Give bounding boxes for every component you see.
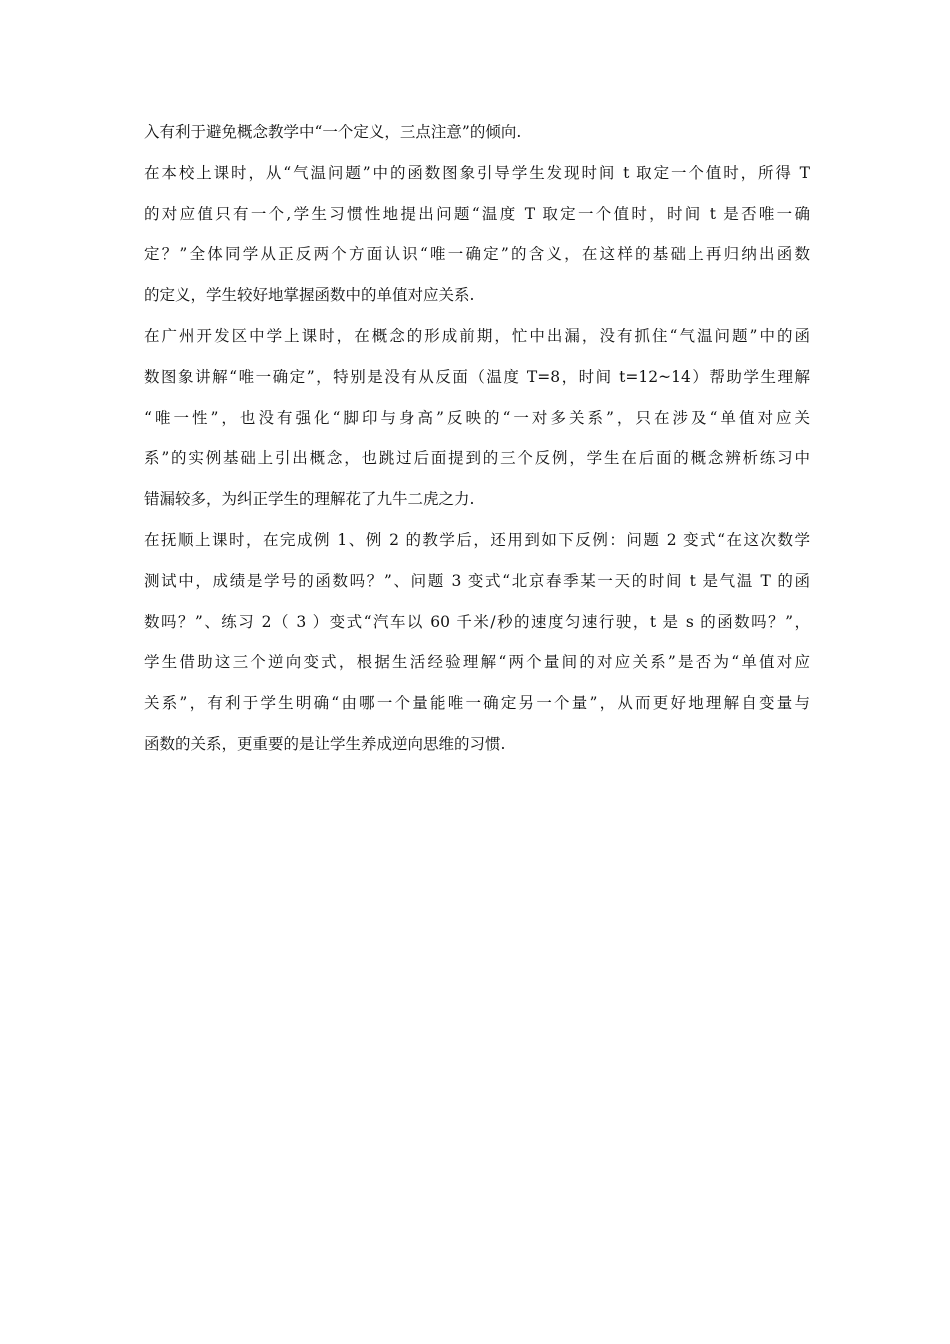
text-line: 错漏较多，为纠正学生的理解花了九牛二虎之力. bbox=[144, 490, 475, 509]
text-line: 系”的实例基础上引出概念，也跳过后面提到的三个反例，学生在后面的概念辨析练习中 bbox=[144, 449, 810, 468]
text-line: 函数的关系，更重要的是让学生养成逆向思维的习惯. bbox=[144, 734, 506, 753]
text-line: 的对应值只有一个,学生习惯性地提出问题“温度 T 取定一个值时，时间 t 是否唯一确 bbox=[144, 204, 810, 223]
text-line: 在本校上课时，从“气温问题”中的函数图象引导学生发现时间 t 取定一个值时，所得 T bbox=[144, 163, 810, 182]
text-line: 数吗？”、练习 2（ 3 ）变式“汽车以 60 千米/秒的速度匀速行驶，t 是 s 的函数吗？”， bbox=[144, 612, 810, 631]
paragraph-4 bbox=[144, 520, 810, 765]
text-line: “唯一性”，也没有强化“脚印与身高”反映的“一对多关系”，只在涉及“单值对应关 bbox=[144, 408, 810, 427]
text-line: 关系”，有利于学生明确“由哪一个量能唯一确定另一个量”，从而更好地理解自变量与 bbox=[144, 694, 810, 713]
text-line: 测试中，成绩是学号的函数吗？”、问题 3 变式“北京春季某一天的时间 t 是气温 T 的函 bbox=[144, 571, 810, 590]
text-line: 在抚顺上课时，在完成例 1、例 2 的教学后，还用到如下反例：问题 2 变式“在这次数学 bbox=[144, 530, 810, 549]
paragraph-3 bbox=[144, 316, 810, 520]
text-line: 在广州开发区中学上课时，在概念的形成前期，忙中出漏，没有抓住“气温问题”中的函 bbox=[144, 326, 810, 345]
text-line: 的定义，学生较好地掌握函数中的单值对应关系. bbox=[144, 286, 475, 305]
text-line: 定？”全体同学从正反两个方面认识“唯一确定”的含义，在这样的基础上再归纳出函数 bbox=[144, 245, 810, 264]
document-body bbox=[144, 112, 810, 765]
paragraph-2 bbox=[144, 153, 810, 316]
paragraph-1 bbox=[144, 112, 810, 153]
text-line: 入有利于避免概念教学中“一个定义，三点注意”的倾向. bbox=[144, 123, 522, 141]
text-line: 数图象讲解“唯一确定”，特别是没有从反面（温度 T=8，时间 t=12~14）帮助学生理解 bbox=[144, 367, 810, 386]
text-line: 学生借助这三个逆向变式，根据生活经验理解“两个量间的对应关系”是否为“单值对应 bbox=[144, 653, 810, 672]
